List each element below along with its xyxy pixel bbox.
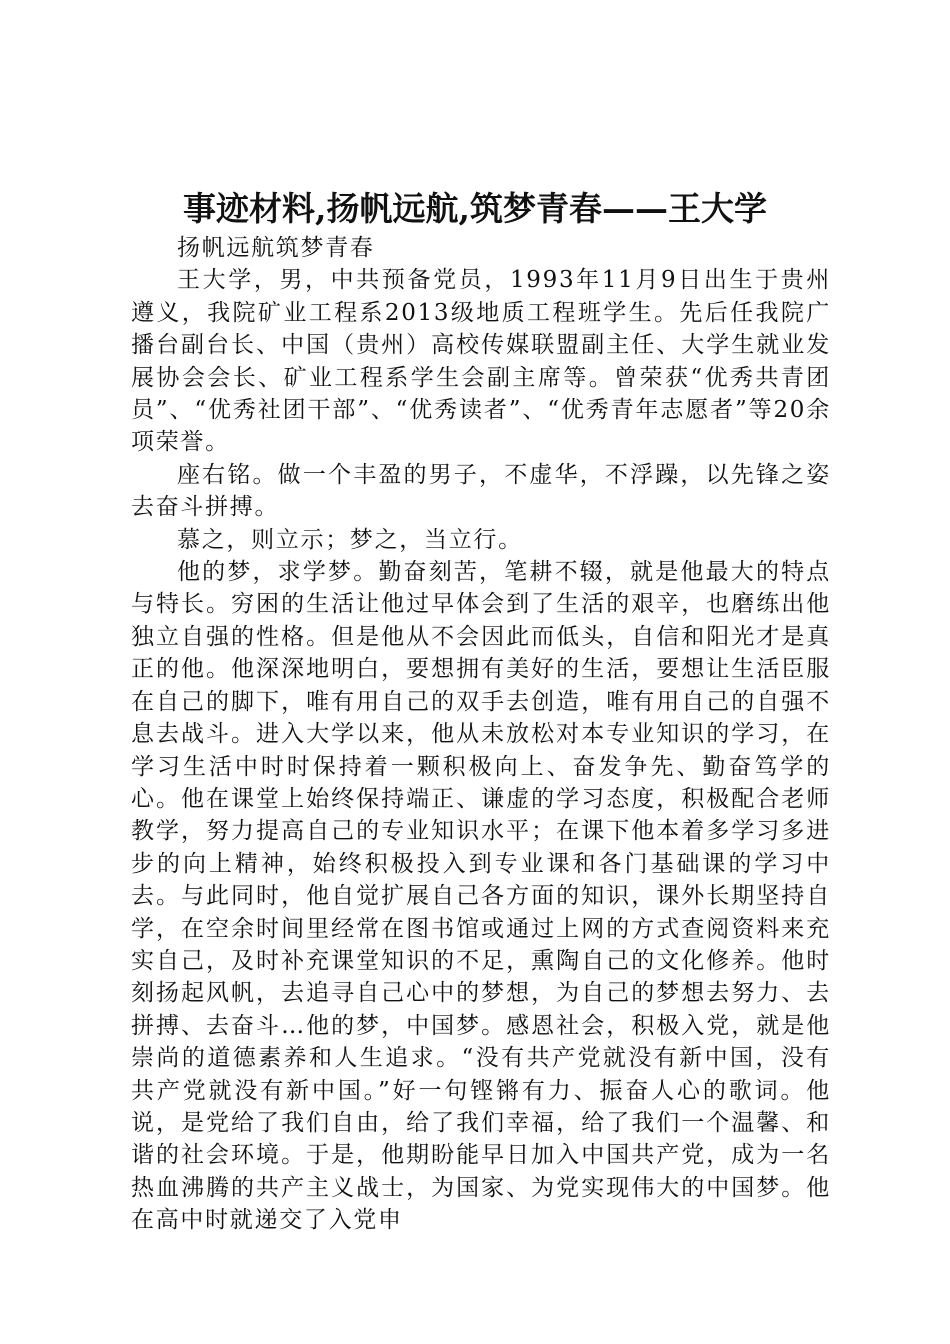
bio-paragraph: 王大学，男，中共预备党员，1993年11月9日出生于贵州遵义，我院矿业工程系2013级地质工程班学生。先后任我院广播台副台长、中国（贵州）高校传媒联盟副主任、大学生就业发展协会会长、矿业工程系学生会副主席等。曾荣获“优秀共青团员”、“优秀社团干部”、“优秀读者”、“优秀青年志愿者”等20余项荣誉。 xyxy=(131,267,831,456)
dream-paragraph: 他的梦，求学梦。勤奋刻苦，笔耕不辍，就是他最大的特点与特长。穷困的生活让他过早体会到了生活的艰辛，也磨练出他独立自强的性格。但是他从不会因此而低头，自信和阳光才是真正的他。他深深地明白，要想拥有美好的生活，要想让生活臣服在自己的脚下，唯有用自己的双手去创造，唯有用自己的自强不息去战斗。进入大学以来，他从未放松对本专业知识的学习，在学习生活中时时保持着一颗积极向上、奋发争先、勤奋笃学的心。他在课堂上始终保持端正、谦虚的学习态度，积极配合老师教学，努力提高自己的专业知识水平；在课下他本着多学习多进步的向上精神，始终积极投入到专业课和各门基础课的学习中去。与此同时，他自觉扩展自己各方面的知识，课外长期坚持自学，在空余时间里经常在图书馆或通过上网的方式查阅资料来充实自己，及时补充课堂知识的不足，熏陶自己的文化修养。他时刻扬起风帆，去追寻自己心中的梦想，为自己的梦想去努力、去拼搏、去奋斗…他的梦，中国梦。感恩社会，积极入党，就是他崇尚的道德素养和人生追求。“没有共产党就没有新中国，没有共产党就没有新中国。”好一句铿锵有力、振奋人心的歌词。他说，是党给了我们自由，给了我们幸福，给了我们一个温馨、和谐的社会环境。于是，他期盼能早日加入中国共产党，成为一名热血沸腾的共产主义战士，为国家、为党实现伟大的中国梦。他在高中时就递交了入党申 xyxy=(131,559,831,1234)
subtitle-paragraph: 扬帆远航筑梦青春 xyxy=(177,235,375,261)
motto-paragraph: 座右铭。做一个丰盈的男子，不虚华，不浮躁，以先锋之姿去奋斗拼搏。 xyxy=(131,461,831,521)
document-title: 事迹材料,扬帆远航,筑梦青春——王大学 xyxy=(183,189,767,228)
document-body xyxy=(131,232,831,1237)
maxim-paragraph: 慕之，则立示；梦之，当立行。 xyxy=(177,526,523,553)
